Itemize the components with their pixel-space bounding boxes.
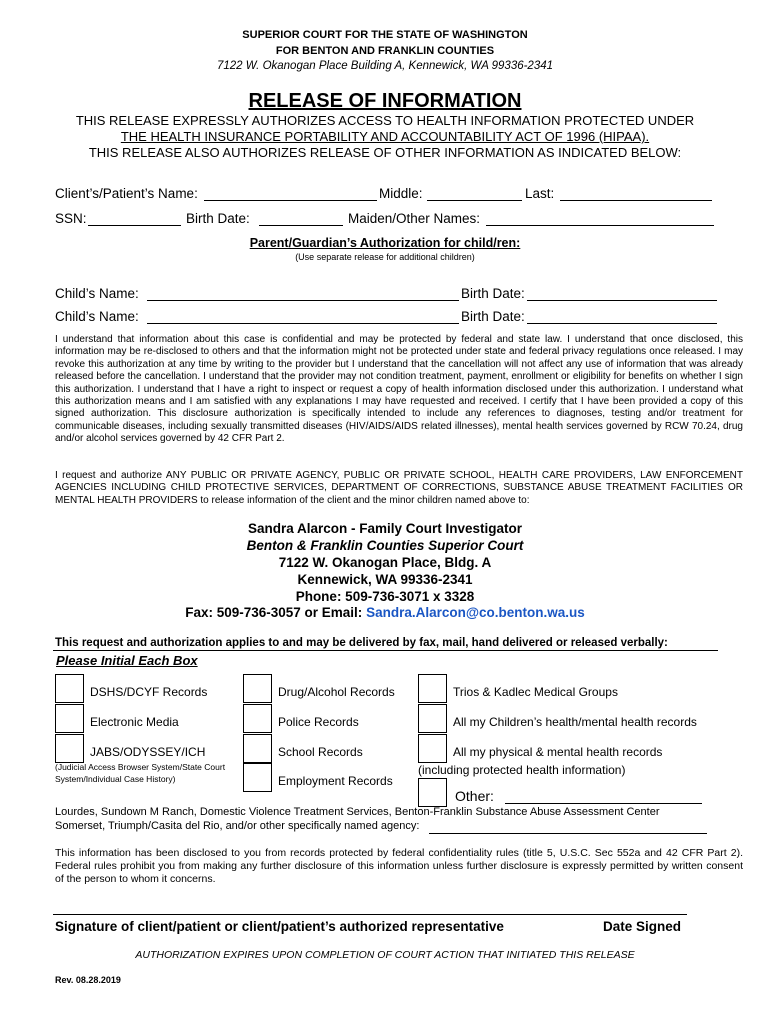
signature-field[interactable] bbox=[53, 914, 687, 915]
initial-box-physical-mental[interactable] bbox=[418, 734, 447, 763]
initial-box-police[interactable] bbox=[243, 704, 272, 733]
children-health-label: All my Children’s health/mental health records bbox=[453, 715, 697, 729]
child-name-label-1: Child’s Name: bbox=[55, 286, 139, 301]
signature-label: Signature of client/patient or client/patient’s authorized representative bbox=[55, 919, 504, 934]
initial-box-trios-kadlec[interactable] bbox=[418, 674, 447, 703]
client-name-field[interactable] bbox=[204, 200, 377, 201]
birth-date-label: Birth Date: bbox=[186, 211, 250, 226]
guardian-note: (Use separate release for additional children) bbox=[295, 252, 475, 262]
other-label: Other: bbox=[455, 788, 494, 804]
child-birth-label-1: Birth Date: bbox=[461, 286, 525, 301]
recipient-street: 7122 W. Okanogan Place, Bldg. A bbox=[278, 555, 492, 570]
court-address: 7122 W. Okanogan Place Building A, Kennewick, WA 99336-2341 bbox=[216, 60, 554, 72]
intro-line1: THIS RELEASE EXPRESSLY AUTHORIZES ACCESS TO HEALTH INFORMATION PROTECTED UNDER bbox=[75, 113, 695, 128]
authorization-statement: I understand that information about this case is confidential and may be protected by federal and state law. I understand that once disclosed, this information may be re-disclosed to others and that the information might not be protected under state and federal privacy regulations once released. I may revoke this authorization at any time by writing to the provider but I understand that the cancellation will not affect any use of information that was already released before the cancellation. I understand that the provider may not condition treatment, payment, enrollment or eligibility for benefits on whether I sign this authorization. I understand that I have a right to inspect or request a copy of health information disclosed under this authorization. I understand what this authorization means and I am satisfied with any explanations I may have requested and received. I certify that I have been provided a copy of this signed authorization. This disclosure authorization is specifically intended to include any references to diagnoses, testing and/or treatment for communicable diseases, including sexually transmitted diseases (HIV/AIDS/AIDS related illnesses), mental health services governed by RCW 70.24, drug and/or alcohol services governed by 42 CFR Part 2. bbox=[55, 334, 743, 445]
physical-mental-note: (including protected health information) bbox=[418, 763, 626, 777]
initial-box-other[interactable] bbox=[418, 778, 447, 807]
date-signed-label: Date Signed bbox=[603, 919, 682, 934]
intro-line2: THE HEALTH INSURANCE PORTABILITY AND ACCOUNTABILITY ACT OF 1996 (HIPAA). bbox=[120, 129, 650, 144]
other-agencies-line1: Lourdes, Sundown M Ranch, Domestic Violence Treatment Services, Benton-Franklin Substance Abuse Assessment Center bbox=[55, 806, 660, 818]
client-name-label: Client’s/Patient’s Name: bbox=[55, 186, 198, 201]
recipient-phone: Phone: 509-736-3071 x 3328 bbox=[295, 589, 475, 604]
child-name-label-2: Child’s Name: bbox=[55, 309, 139, 324]
court-name-line1: SUPERIOR COURT FOR THE STATE OF WASHINGTON bbox=[242, 29, 528, 41]
child-name-field-2[interactable] bbox=[147, 323, 459, 324]
intro-line3: THIS RELEASE ALSO AUTHORIZES RELEASE OF OTHER INFORMATION AS INDICATED BELOW: bbox=[88, 145, 682, 160]
ssn-field[interactable] bbox=[88, 225, 181, 226]
physical-mental-label: All my physical & mental health records bbox=[453, 745, 663, 759]
initial-box-school[interactable] bbox=[243, 734, 272, 763]
initial-box-drug-alcohol[interactable] bbox=[243, 674, 272, 703]
other-agencies-line2: Somerset, Triumph/Casita del Rio, and/or other specifically named agency: bbox=[55, 820, 420, 832]
initial-boxes-title: Please Initial Each Box bbox=[56, 653, 198, 668]
other-agency-field[interactable] bbox=[429, 833, 707, 834]
last-name-label: Last: bbox=[525, 186, 555, 201]
initial-box-electronic-media[interactable] bbox=[55, 704, 84, 733]
guardian-title: Parent/Guardian’s Authorization for child/ren: bbox=[249, 236, 521, 250]
birth-date-field[interactable] bbox=[259, 225, 343, 226]
child-birth-field-1[interactable] bbox=[527, 300, 717, 301]
last-name-field[interactable] bbox=[560, 200, 712, 201]
court-name-line2: FOR BENTON AND FRANKLIN COUNTIES bbox=[275, 45, 495, 57]
recipient-fax: Fax: 509-736-3057 or Email: bbox=[185, 605, 363, 620]
jabs-note: (Judicial Access Browser System/State Court System/Individual Case History) bbox=[55, 762, 226, 784]
recipient-org: Benton & Franklin Counties Superior Court bbox=[246, 538, 524, 553]
authorization-request: I request and authorize ANY PUBLIC OR PRIVATE AGENCY, PUBLIC OR PRIVATE SCHOOL, HEALTH CARE PROVIDERS, LAW ENFORCEMENT AGENCIES INCLUDING CHILD PROTECTIVE SERVICES, DEPARTMENT OF CORRECTIONS, SUBSTANCE ABUSE TREATMENT FACILITIES OR MENTAL HEALTH PROVIDERS to release information of the client and the minor children named above to: bbox=[55, 470, 743, 506]
child-birth-field-2[interactable] bbox=[527, 323, 717, 324]
initial-box-employment[interactable] bbox=[243, 763, 272, 792]
maiden-names-field[interactable] bbox=[486, 225, 714, 226]
disclosure-notice: This information has been disclosed to you from records protected by federal confidentiality rules (title 5, U.S.C. Sec 552a and 42 CFR Part 2). Federal rules prohibit you from making any further disclosure of this information unless further disclosure is expressly permitted by written consent of the person to whom it concerns. bbox=[55, 847, 743, 885]
recipient-name: Sandra Alarcon - Family Court Investigator bbox=[247, 521, 523, 536]
jabs-label: JABS/ODYSSEY/ICH bbox=[90, 745, 206, 759]
electronic-media-label: Electronic Media bbox=[90, 715, 179, 729]
revision-date: Rev. 08.28.2019 bbox=[55, 975, 121, 985]
recipient-fax-email bbox=[0, 605, 770, 620]
expiration-notice: AUTHORIZATION EXPIRES UPON COMPLETION OF COURT ACTION THAT INITIATED THIS RELEASE bbox=[135, 949, 635, 961]
dshs-label: DSHS/DCYF Records bbox=[90, 685, 208, 699]
delivery-note: This request and authorization applies to and may be delivered by fax, mail, hand delivered or released verbally: bbox=[55, 637, 668, 649]
middle-name-label: Middle: bbox=[379, 186, 423, 201]
employment-label: Employment Records bbox=[278, 774, 393, 788]
child-birth-label-2: Birth Date: bbox=[461, 309, 525, 324]
trios-kadlec-label: Trios & Kadlec Medical Groups bbox=[453, 685, 618, 699]
recipient-email-link[interactable]: Sandra.Alarcon@co.benton.wa.us bbox=[366, 605, 585, 620]
drug-alcohol-label: Drug/Alcohol Records bbox=[278, 685, 395, 699]
initial-box-jabs[interactable] bbox=[55, 734, 84, 763]
school-label: School Records bbox=[278, 745, 363, 759]
police-label: Police Records bbox=[278, 715, 359, 729]
other-field[interactable] bbox=[505, 803, 702, 804]
middle-name-field[interactable] bbox=[427, 200, 522, 201]
ssn-label: SSN: bbox=[55, 211, 87, 226]
page-title: RELEASE OF INFORMATION bbox=[248, 90, 522, 112]
recipient-city: Kennewick, WA 99336-2341 bbox=[297, 572, 473, 587]
initial-box-dshs[interactable] bbox=[55, 674, 84, 703]
initial-box-children-health[interactable] bbox=[418, 704, 447, 733]
maiden-names-label: Maiden/Other Names: bbox=[348, 211, 481, 226]
child-name-field-1[interactable] bbox=[147, 300, 459, 301]
